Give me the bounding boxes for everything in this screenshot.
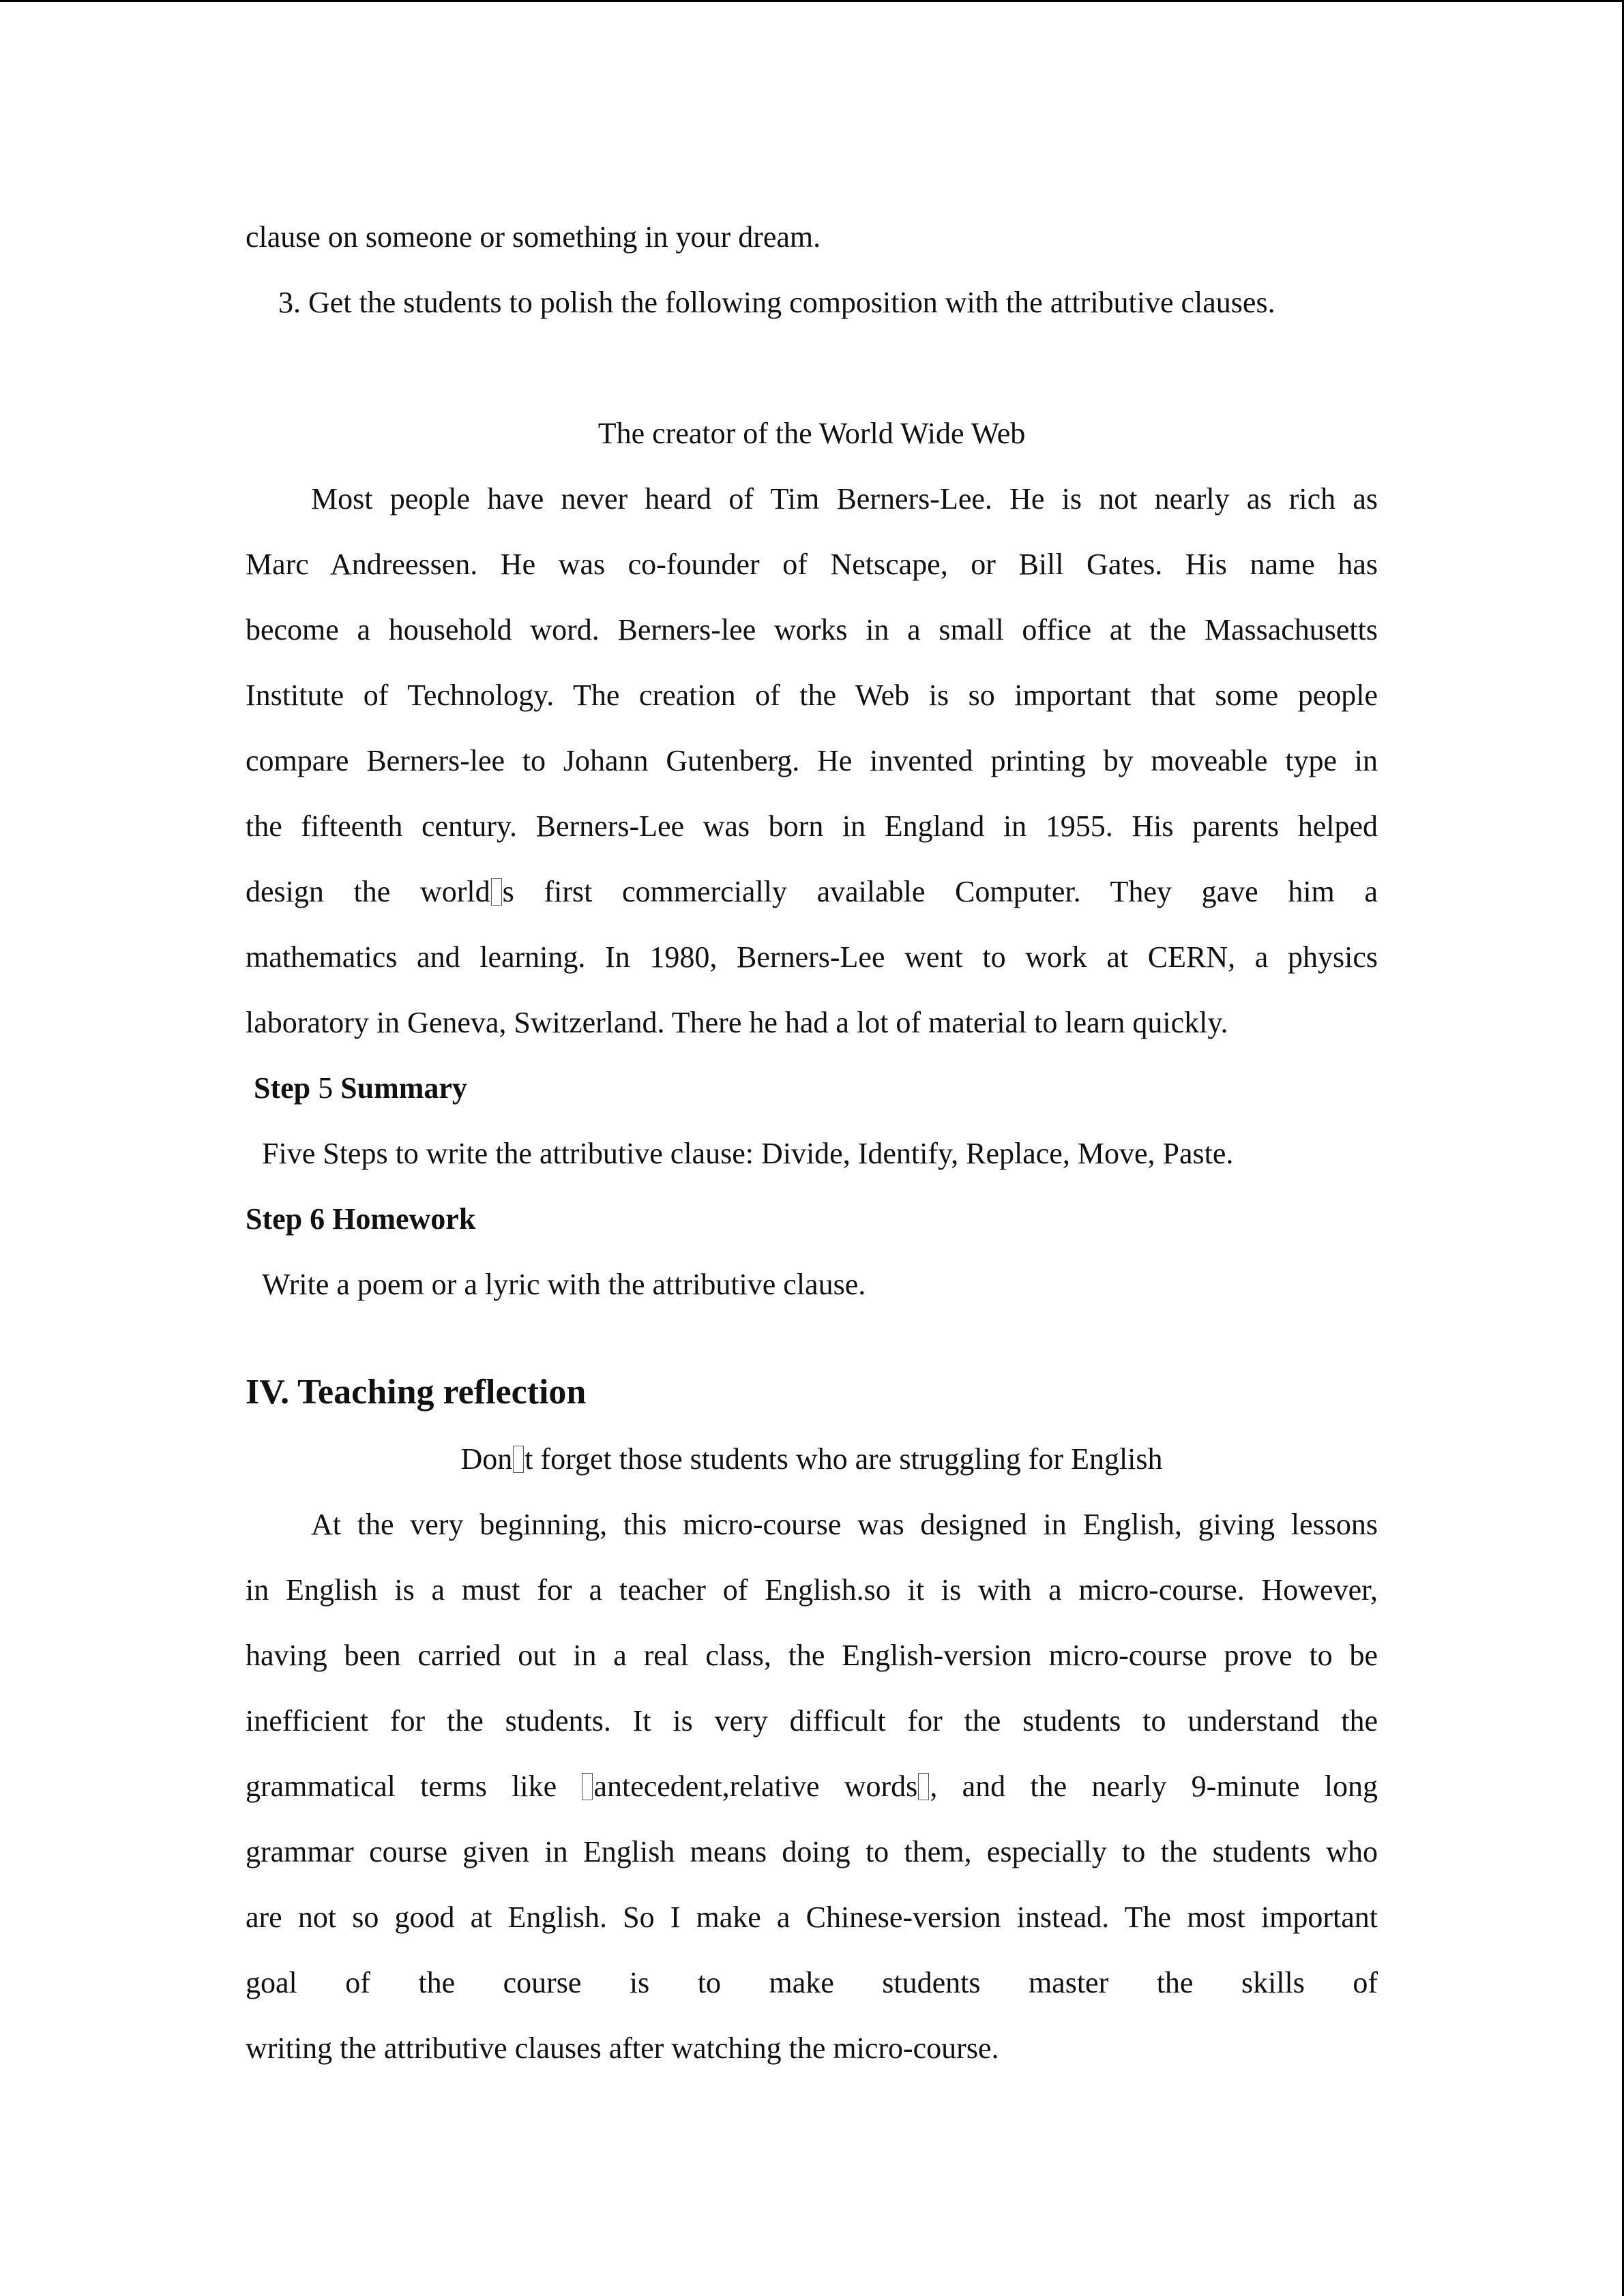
reflection-line-4: inefficient for the students. It is very difficult for the students to understand the xyxy=(246,1704,1378,1738)
reflection-line-9: writing the attributive clauses after watching the micro-course. xyxy=(246,2031,999,2065)
composition-line-3: become a household word. Berners-lee works in a small office at the Massachusetts xyxy=(246,613,1378,646)
reflection-subtitle xyxy=(246,1427,1378,1492)
composition-line-5: compare Berners-lee to Johann Gutenberg. He invented printing by moveable type in xyxy=(246,744,1378,777)
composition-line-7 xyxy=(246,859,1378,925)
step6-heading: Step 6 Homework xyxy=(246,1202,476,1236)
composition-line-6: the fifteenth century. Berners-Lee was born in England in 1955. His parents helped xyxy=(246,809,1378,843)
composition-line-2: Marc Andreessen. He was co-founder of Netscape, or Bill Gates. His name has xyxy=(246,548,1378,581)
intro-line-2: 3. Get the students to polish the following composition with the attributive clauses. xyxy=(278,286,1275,319)
section-heading-reflection: IV. Teaching reflection xyxy=(246,1373,587,1412)
composition-title: The creator of the World Wide Web xyxy=(597,417,1026,450)
step5-label: Step xyxy=(254,1071,311,1105)
spacer xyxy=(246,336,1378,401)
reflection-line-5-part-1: grammatical terms like xyxy=(246,1770,557,1803)
intro-line-1: clause on someone or something in your dream. xyxy=(246,220,821,254)
composition-line-8: mathematics and learning. In 1980, Berners-Lee went to work at CERN, a physics xyxy=(246,940,1378,974)
reflection-line-2: in English is a must for a teacher of English.so it is with a micro-course. However, xyxy=(246,1573,1378,1607)
reflection-line-6: grammar course given in English means doing to them, especially to the students who xyxy=(246,1835,1378,1868)
page-top-border xyxy=(0,0,1624,2)
missing-glyph-box xyxy=(513,1446,524,1473)
composition-line-7-part-2: s first commercially available Computer. They gave him a xyxy=(502,875,1378,908)
reflection-line-5-part-3: , and the nearly 9-minute long xyxy=(930,1770,1378,1803)
document-page xyxy=(246,205,1378,2081)
step6-text: Write a poem or a lyric with the attributive clause. xyxy=(262,1268,866,1301)
reflection-subtitle-part-2: t forget those students who are struggling for English xyxy=(525,1442,1163,1476)
reflection-line-5-part-2: antecedent,relative words xyxy=(593,1770,918,1803)
reflection-line-3: having been carried out in a real class, the English-version micro-course prove to be xyxy=(246,1639,1378,1672)
composition-line-7-part-1: design the world xyxy=(246,875,490,908)
reflection-line-1: At the very beginning, this micro-course was designed in English, giving lessons xyxy=(311,1508,1378,1541)
reflection-line-7: are not so good at English. So I make a Chinese-version instead. The most important xyxy=(246,1900,1378,1934)
step5-number: 5 xyxy=(318,1071,334,1105)
missing-glyph-box xyxy=(491,878,502,906)
reflection-line-5 xyxy=(246,1754,1378,1819)
composition-line-1: Most people have never heard of Tim Berners-Lee. He is not nearly as rich as xyxy=(311,482,1378,516)
missing-glyph-box xyxy=(918,1773,929,1800)
composition-line-4: Institute of Technology. The creation of the Web is so important that some people xyxy=(246,679,1378,712)
missing-glyph-box xyxy=(582,1773,593,1800)
spacer xyxy=(246,1317,1378,1358)
reflection-line-8: goal of the course is to make students master the skills of xyxy=(246,1966,1378,1999)
composition-line-9: laboratory in Geneva, Switzerland. There he had a lot of material to learn quickly. xyxy=(246,1006,1228,1039)
step5-text: Five Steps to write the attributive clause: Divide, Identify, Replace, Move, Paste. xyxy=(262,1137,1234,1170)
step5-heading xyxy=(246,1056,1378,1121)
step5-title: Summary xyxy=(340,1071,467,1105)
reflection-subtitle-part-1: Don xyxy=(460,1442,513,1476)
